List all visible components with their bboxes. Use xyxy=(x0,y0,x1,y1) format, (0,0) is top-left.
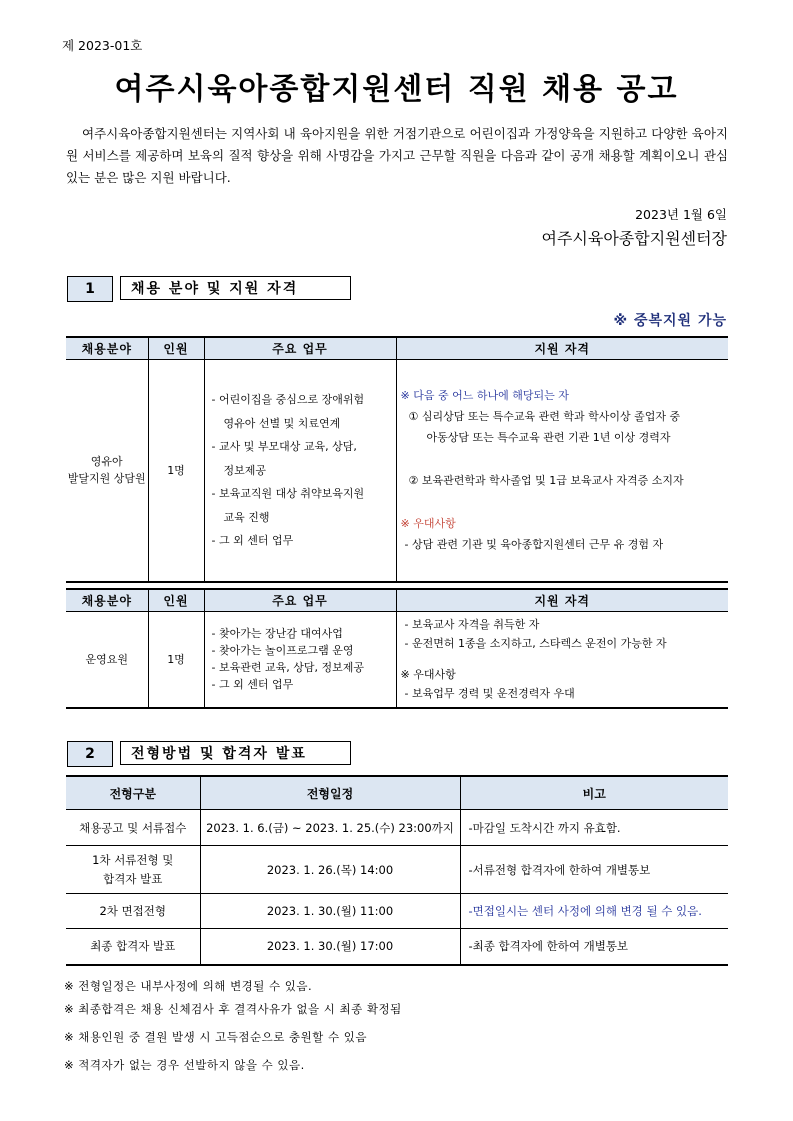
stage-cell: 채용공고 및 서류접수 xyxy=(66,810,200,846)
note-cell: -서류전형 합격자에 한하여 개별통보 xyxy=(460,846,728,894)
job1-duty: 정보제공 xyxy=(223,463,267,477)
job1-count: 1명 xyxy=(148,360,204,582)
job2-duty: - 보육관련 교육, 상담, 정보제공 xyxy=(211,661,364,675)
job2-field: 운영요원 xyxy=(66,612,148,708)
section2-number: 2 xyxy=(67,741,113,767)
job1-qual-1b: 아동상담 또는 특수교육 관련 기관 1년 이상 경력자 xyxy=(426,431,671,445)
schedule-cell: 2023. 1. 30.(월) 17:00 xyxy=(200,929,460,965)
section1-number: 1 xyxy=(67,276,113,302)
stage-line1: 1차 서류전형 및 xyxy=(92,852,174,867)
job1-qual-1a: ① 심리상담 또는 특수교육 관련 학과 학사이상 졸업자 중 xyxy=(408,410,681,424)
job1-duty: - 교사 및 부모대상 교육, 상담, xyxy=(211,440,357,453)
header-qualifications: 지원 자격 xyxy=(396,337,728,360)
job2-pref-heading: ※ 우대사항 xyxy=(400,668,456,682)
schedule-cell: 2023. 1. 26.(목) 14:00 xyxy=(200,846,460,894)
table-row xyxy=(66,810,728,846)
schedule-cell: 2023. 1. 6.(금) ~ 2023. 1. 25.(수) 23:00까지 xyxy=(200,810,460,846)
section1-title: 채용 분야 및 지원 자격 xyxy=(120,276,351,300)
stage-cell: 최종 합격자 발표 xyxy=(66,929,200,965)
document-number: 제 2023-01호 xyxy=(62,38,143,53)
header-note: 비고 xyxy=(460,776,728,810)
job1-qual-2: ② 보육관련학과 학사졸업 및 1급 보육교사 자격증 소지자 xyxy=(408,474,684,488)
note-cell: -마감일 도착시간 까지 유효함. xyxy=(460,810,728,846)
job1-field-line1: 영유아 xyxy=(90,455,123,469)
job2-qual-2: - 운전면허 1종을 소지하고, 스타렉스 운전이 가능한 자 xyxy=(404,637,667,651)
table-row xyxy=(66,894,728,929)
job1-duty: - 어린이집을 중심으로 장애위험 xyxy=(211,393,365,406)
job2-count: 1명 xyxy=(148,612,204,708)
job1-duty: - 보육교직원 대상 취약보육지원 xyxy=(211,487,365,500)
job1-qual-heading: ※ 다음 중 어느 하나에 해당되는 자 xyxy=(400,389,569,403)
header-count: 인원 xyxy=(148,337,204,360)
job1-pref-heading: ※ 우대사항 xyxy=(400,517,456,531)
table-row xyxy=(66,846,728,894)
schedule-cell: 2023. 1. 30.(월) 11:00 xyxy=(200,894,460,929)
footnote: ※ 채용인원 중 결원 발생 시 고득점순으로 충원할 수 있음 xyxy=(64,1030,367,1044)
issuer-name: 여주시육아종합지원센터장 xyxy=(541,229,727,248)
header-field: 채용분야 xyxy=(66,589,148,612)
stage-line2: 합격자 발표 xyxy=(103,871,163,886)
job1-duty: 교육 진행 xyxy=(223,510,270,524)
header-field: 채용분야 xyxy=(66,337,148,360)
job-table-2 xyxy=(66,588,728,709)
table-row xyxy=(66,929,728,965)
job1-field-line2: 발달지원 상담원 xyxy=(67,472,146,486)
duplicate-application-note: ※ 중복지원 가능 xyxy=(613,313,727,329)
announcement-date: 2023년 1월 6일 xyxy=(635,207,727,222)
note-cell: -최종 합격자에 한하여 개별통보 xyxy=(460,929,728,965)
header-duties: 주요 업무 xyxy=(204,337,396,360)
stage-cell: 2차 면접전형 xyxy=(66,894,200,929)
section2-title: 전형방법 및 합격자 발표 xyxy=(120,741,351,765)
job2-duty: - 찾아가는 놀이프로그램 운영 xyxy=(211,644,354,658)
job1-duty: 영유아 선별 및 치료연계 xyxy=(223,416,341,430)
page-title: 여주시육아종합지원센터 직원 채용 공고 xyxy=(114,72,679,107)
job2-duties xyxy=(204,612,396,708)
job1-pref-1: - 상담 관련 기관 및 육아종합지원센터 근무 유 경험 자 xyxy=(404,538,664,552)
job2-qual-1: - 보육교사 자격을 취득한 자 xyxy=(404,618,540,632)
job1-field xyxy=(66,360,148,582)
header-count: 인원 xyxy=(148,589,204,612)
footnote: ※ 최종합격은 채용 신체검사 후 결격사유가 없을 시 최종 확정됨 xyxy=(64,1002,402,1016)
header-qualifications: 지원 자격 xyxy=(396,589,728,612)
job1-qualifications xyxy=(396,360,728,582)
job2-qualifications xyxy=(396,612,728,708)
selection-schedule-table xyxy=(66,775,728,966)
job1-duty: - 그 외 센터 업무 xyxy=(211,534,294,547)
header-duties: 주요 업무 xyxy=(204,589,396,612)
stage-cell xyxy=(66,846,200,894)
footnote: ※ 전형일정은 내부사정에 의해 변경될 수 있음. xyxy=(64,979,313,993)
header-schedule: 전형일정 xyxy=(200,776,460,810)
job1-duties xyxy=(204,360,396,582)
job2-duty: - 찾아가는 장난감 대여사업 xyxy=(211,627,343,641)
job2-pref-1: - 보육업무 경력 및 운전경력자 우대 xyxy=(404,687,575,701)
header-stage: 전형구분 xyxy=(66,776,200,810)
note-cell: -면접일시는 센터 사정에 의해 변경 될 수 있음. xyxy=(460,894,728,929)
job-table-1 xyxy=(66,336,728,583)
intro-paragraph: 여주시육아종합지원센터는 지역사회 내 육아지원을 위한 거점기관으로 어린이집과 가정양육을 지원하고 다양한 육아지원 서비스를 제공하며 보육의 질적 향상을 위해 사명감을 가지고 근무할 직원을 다음과 같이 공개 채용할 계획이오니 관심 있는 분은 많은 지원 바랍니다. xyxy=(66,126,728,185)
job2-duty: - 그 외 센터 업무 xyxy=(211,678,294,692)
footnote: ※ 적격자가 없는 경우 선발하지 않을 수 있음. xyxy=(64,1058,305,1072)
